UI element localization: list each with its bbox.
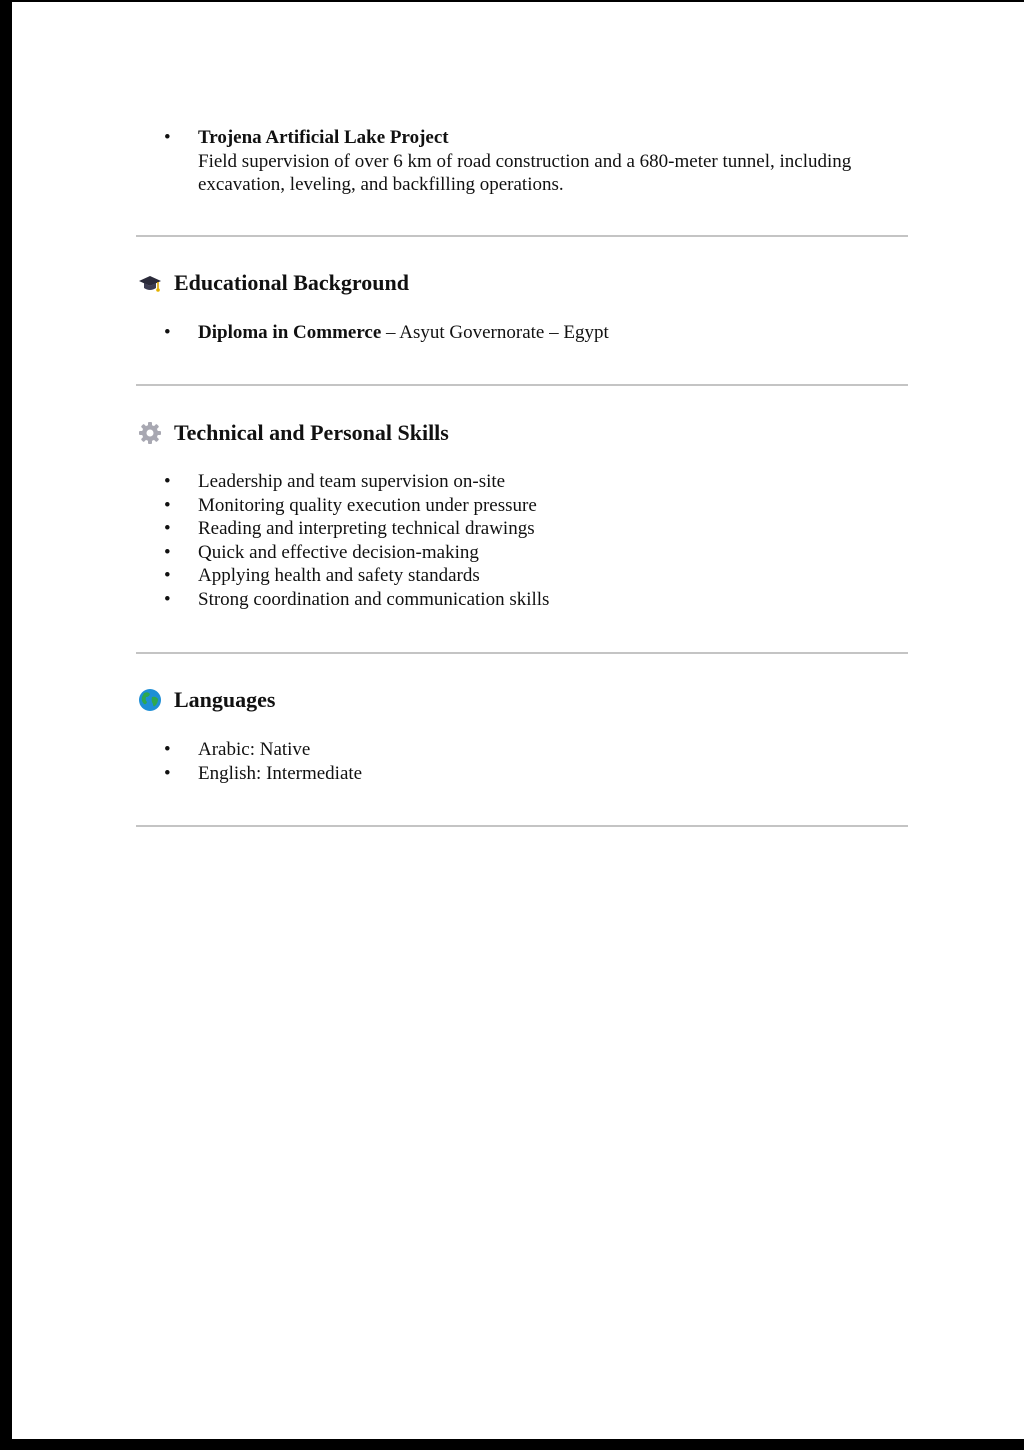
list-item bbox=[164, 494, 924, 518]
list-item bbox=[164, 588, 924, 612]
list-item bbox=[164, 564, 924, 588]
languages-title: Languages bbox=[174, 687, 276, 712]
list-item bbox=[164, 762, 924, 786]
document-page bbox=[12, 2, 1024, 1439]
section-divider bbox=[136, 825, 908, 827]
skill-text: Monitoring quality execution under pressure bbox=[198, 494, 537, 516]
skills-title: Technical and Personal Skills bbox=[174, 420, 449, 445]
bullet: • bbox=[164, 494, 171, 516]
language-text: Arabic: Native bbox=[198, 739, 311, 760]
projects-list bbox=[164, 126, 924, 197]
skill-text: Applying health and safety standards bbox=[198, 565, 480, 586]
education-heading bbox=[138, 270, 409, 296]
list-item bbox=[164, 321, 924, 345]
section-divider bbox=[136, 652, 908, 654]
languages-list bbox=[164, 738, 924, 785]
skill-text: Leadership and team supervision on-site bbox=[198, 471, 506, 492]
section-divider bbox=[136, 235, 908, 237]
bullet: • bbox=[164, 541, 171, 563]
skill-text: Reading and interpreting technical drawings bbox=[198, 518, 535, 539]
graduation-cap-icon bbox=[138, 271, 162, 295]
skill-text: Quick and effective decision-making bbox=[198, 541, 479, 563]
bullet: • bbox=[164, 322, 171, 343]
education-list bbox=[164, 321, 924, 345]
degree-name: Diploma in Commerce bbox=[198, 322, 382, 343]
bullet: • bbox=[164, 518, 171, 539]
list-item bbox=[164, 470, 924, 494]
bullet: • bbox=[164, 565, 171, 586]
list-item bbox=[164, 126, 924, 197]
globe-icon bbox=[138, 688, 162, 712]
list-item bbox=[164, 517, 924, 541]
project-description: Field supervision of over 6 km of road construction and a 680-meter tunnel, including excavation, leveling, and backfilling operations. bbox=[198, 150, 852, 195]
languages-heading bbox=[138, 687, 275, 713]
page-content bbox=[12, 2, 1024, 1439]
skill-text: Strong coordination and communication skills bbox=[198, 588, 550, 610]
bullet: • bbox=[164, 471, 171, 492]
bullet: • bbox=[164, 762, 171, 784]
gear-icon bbox=[138, 421, 162, 445]
list-item bbox=[164, 738, 924, 762]
skills-list bbox=[164, 470, 924, 611]
bullet: • bbox=[164, 127, 171, 148]
bullet: • bbox=[164, 588, 171, 610]
bullet: • bbox=[164, 739, 171, 760]
degree-details: – Asyut Governorate – Egypt bbox=[381, 322, 609, 343]
list-item bbox=[164, 541, 924, 565]
education-title: Educational Background bbox=[174, 270, 409, 295]
language-text: English: Intermediate bbox=[198, 762, 363, 784]
skills-heading bbox=[138, 420, 449, 446]
section-divider bbox=[136, 384, 908, 386]
project-name: Trojena Artificial Lake Project bbox=[198, 127, 449, 148]
